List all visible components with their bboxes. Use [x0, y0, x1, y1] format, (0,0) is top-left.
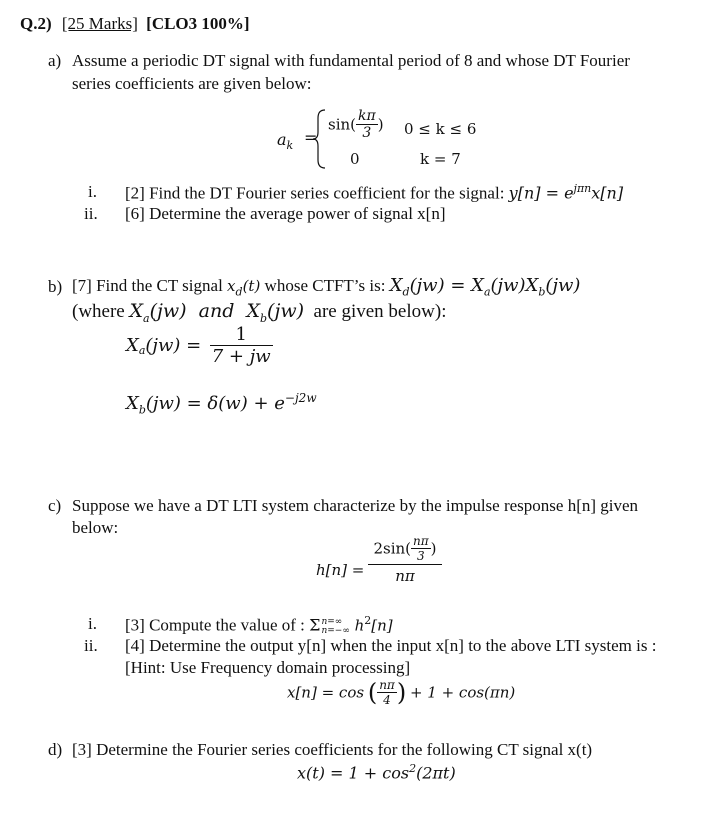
part-a-item-i-number: i.	[88, 182, 97, 201]
part-a-line1: Assume a periodic DT signal with fundamental period of 8 and whose DT Fourier	[72, 51, 630, 70]
question-number: Q.2)	[20, 14, 52, 33]
part-c-label: c)	[48, 496, 62, 515]
question-header	[20, 14, 250, 34]
marks-label: [25 Marks]	[61, 14, 138, 33]
part-d-text: [3] Determine the Fourier series coefficients for the following CT signal x(t)	[72, 740, 593, 759]
h-lhs: h[n] =	[316, 561, 365, 579]
part-b-line2: (where $X_a(jw)$ and $X_b(jw)$ are given below):	[72, 300, 447, 325]
clo-label: [CLO3 100%]	[146, 14, 250, 33]
case1-condition: 0 ≤ k ≤ 6	[404, 120, 477, 138]
xa-fraction: $\frac{1}{7 + jw}$	[211, 324, 271, 367]
part-b-label: b)	[48, 277, 63, 296]
part-a-item-ii: [6] Determine the average power of signal x[n]	[125, 204, 446, 223]
h-denominator: nπ	[395, 567, 415, 585]
part-c-item-i-number: i.	[88, 614, 97, 633]
ak-lhs: $a_k$	[277, 130, 294, 153]
part-a-item-i: [2] Find the DT Fourier series coefficient for the signal: $y[n] = e^{j\pi n}x[n]$	[125, 182, 624, 203]
case1-fraction: $\frac{k\pi}{3}$	[358, 108, 376, 141]
part-c-line2: below:	[72, 518, 119, 537]
h-fraction	[368, 534, 442, 585]
x-input-equation: x[n] = cos ( $\frac{n\pi}{4}$ ) + 1 + cos(πn)	[287, 678, 516, 707]
part-c-hint: [Hint: Use Frequency domain processing]	[125, 658, 411, 677]
h-numerator: 2sin( $\frac{n\pi}{3}$ )	[368, 534, 442, 565]
ak-equals: =	[304, 128, 318, 147]
part-c-line1: Suppose we have a DT LTI system characterize by the impulse response h[n] given	[72, 496, 639, 515]
xb-equation: $X_b(jw) = \delta(w) + e^{-j2w}$	[126, 391, 317, 417]
x-input-fraction: $\frac{n\pi}{4}$	[379, 678, 395, 707]
part-d-equation: $x(t) = 1 + \cos^2(2\pi t)$	[297, 762, 456, 783]
part-d-label: d)	[48, 740, 63, 759]
part-c-item-ii-number: ii.	[84, 636, 98, 655]
part-a-item-ii-number: ii.	[84, 204, 98, 223]
part-a-line2: series coefficients are given below:	[72, 74, 312, 93]
xa-equation: $X_a(jw)$ = $\frac{1}{7 + jw}$	[126, 324, 271, 367]
part-c-item-i: [3] Compute the value of : Σ n=∞ n=−∞ $h^2[n]$	[125, 614, 393, 636]
case2-condition: k = 7	[420, 150, 461, 168]
case2-expression: 0	[350, 150, 360, 168]
part-c-item-ii: [4] Determine the output y[n] when the input x[n] to the above LTI system is :	[125, 636, 657, 655]
case1-expression: sin( $\frac{k\pi}{3}$ )	[328, 108, 384, 141]
piecewise-brace	[312, 108, 328, 170]
part-a-label: a)	[48, 51, 62, 70]
part-b-line1: [7] Find the CT signal $x_d(t)$ whose CTFT’s is: $X_d(jw) = X_a(jw)X_b(jw)$	[72, 275, 581, 299]
